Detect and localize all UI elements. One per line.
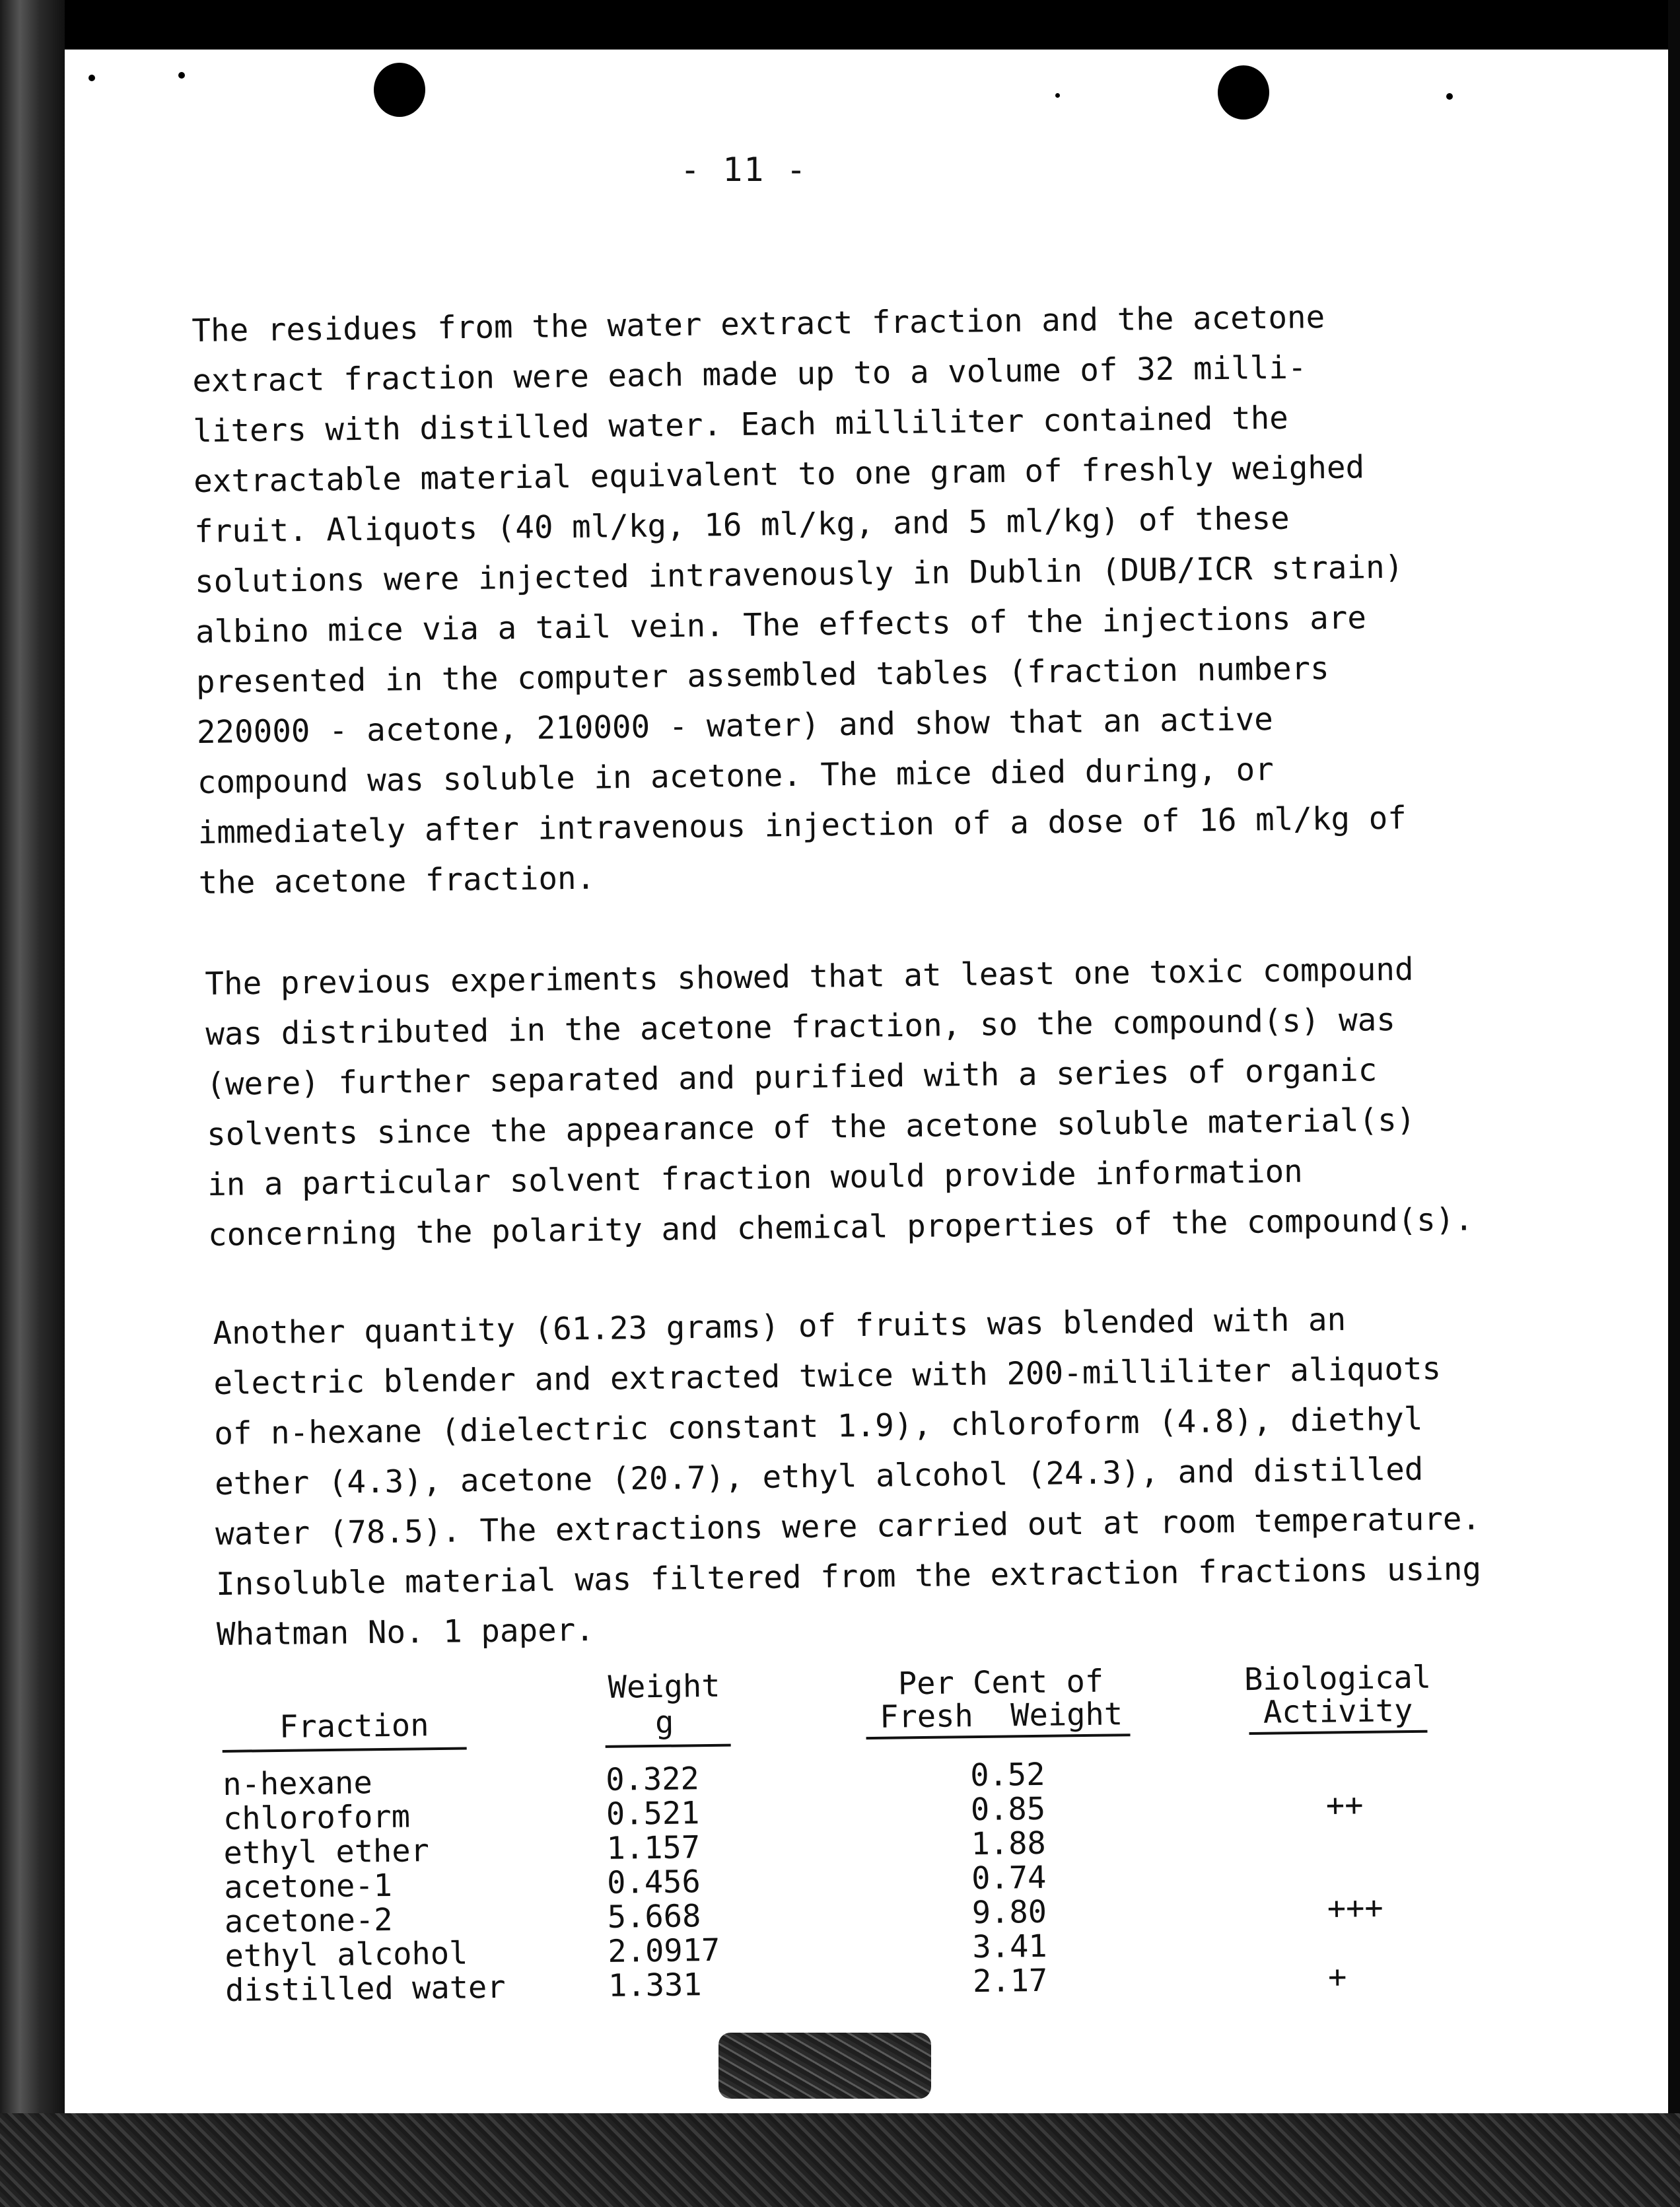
- paragraph-2: [205, 944, 1473, 1261]
- text-line: in a particular solvent fraction would provide information: [207, 1153, 1304, 1203]
- table-cell-percent: 0.52: [969, 1756, 1045, 1794]
- header-activity-sub: Activity: [1263, 1692, 1413, 1731]
- table-cell-percent: 9.80: [971, 1893, 1047, 1932]
- header-underline: [1249, 1730, 1427, 1735]
- dust-speck: [1446, 93, 1453, 100]
- table-cell-fraction: chloroform: [223, 1798, 411, 1837]
- header-percent: Per Cent of: [897, 1663, 1104, 1702]
- text-line: presented in the computer assembled tables (fraction numbers: [195, 650, 1330, 701]
- table-cell-weight: 5.668: [607, 1898, 701, 1936]
- punch-hole-right: [1218, 65, 1269, 120]
- text-line: solvents since the appearance of the acetone soluble material(s): [206, 1102, 1416, 1153]
- text-line: 220000 - acetone, 210000 - water) and show that an active: [196, 701, 1274, 751]
- text-line: albino mice via a tail vein. The effects of the injections are: [195, 600, 1367, 650]
- table-cell-percent: 1.88: [971, 1825, 1047, 1863]
- paragraph-3: [213, 1294, 1482, 1660]
- text-line: extract fraction were each made up to a volume of 32 milli-: [192, 349, 1307, 400]
- text-line: water (78.5). The extractions were carried out at room temperature.: [215, 1500, 1481, 1553]
- text-line: The residues from the water extract fraction and the acetone: [192, 299, 1325, 349]
- dust-speck: [1055, 93, 1060, 98]
- text-line: liters with distilled water. Each milliliter contained the: [192, 400, 1289, 450]
- text-line: Insoluble material was filtered from the extraction fractions using: [215, 1551, 1482, 1603]
- table-cell-percent: 2.17: [972, 1962, 1048, 2000]
- table-cell-percent: 0.85: [970, 1790, 1046, 1829]
- table-cell-activity: ++: [1325, 1786, 1364, 1824]
- table-cell-weight: 1.331: [608, 1967, 702, 2004]
- table-cell-fraction: ethyl ether: [223, 1833, 430, 1872]
- table-cell-activity: +: [1327, 1959, 1347, 1996]
- table-cell-weight: 1.157: [606, 1829, 701, 1867]
- table-cell-weight: 0.456: [606, 1864, 701, 1901]
- header-activity: Biological: [1243, 1659, 1432, 1699]
- scan-border-top: [0, 0, 1680, 50]
- text-line: immediately after intravenous injection of a dose of 16 ml/kg of: [197, 800, 1407, 851]
- table-cell-percent: 0.74: [971, 1859, 1047, 1897]
- dust-speck: [88, 75, 95, 81]
- table-cell-fraction: n-hexane: [223, 1765, 373, 1803]
- header-underline: [606, 1744, 731, 1748]
- redaction-stamp: [718, 2033, 931, 2099]
- text-line: The previous experiments showed that at least one toxic compound: [205, 951, 1414, 1002]
- header-weight-unit: g: [654, 1704, 674, 1741]
- text-line: extractable material equivalent to one gram of freshly weighed: [193, 449, 1365, 500]
- text-line: ether (4.3), acetone (20.7), ethyl alcohol (24.3), and distilled: [214, 1451, 1424, 1502]
- table-cell-fraction: ethyl alcohol: [225, 1935, 468, 1975]
- scan-border-left: [0, 0, 65, 2207]
- text-line: Whatman No. 1 paper.: [216, 1611, 595, 1653]
- scan-border-bottom: [0, 2113, 1680, 2207]
- header-underline: [223, 1747, 467, 1753]
- table-cell-percent: 3.41: [972, 1928, 1047, 1966]
- page-number: - 11 -: [680, 151, 808, 189]
- text-line: of n-hexane (dielectric constant 1.9), chloroform (4.8), diethyl: [213, 1401, 1423, 1452]
- table-cell-fraction: acetone-1: [223, 1867, 393, 1906]
- table-cell-weight: 0.322: [605, 1761, 700, 1798]
- table-cell-activity: +++: [1327, 1889, 1383, 1927]
- paragraph-1: [192, 292, 1407, 909]
- scan-border-right: [1668, 0, 1680, 2207]
- text-line: electric blender and extracted twice with 200-milliliter aliquots: [213, 1350, 1442, 1402]
- text-line: Another quantity (61.23 grams) of fruits was blended with an: [213, 1302, 1347, 1352]
- table-cell-fraction: acetone-2: [224, 1901, 393, 1940]
- text-line: compound was soluble in acetone. The mice died during, or: [197, 752, 1275, 801]
- header-weight: Weight: [608, 1667, 720, 1706]
- text-line: was distributed in the acetone fraction, so the compound(s) was: [205, 1001, 1396, 1053]
- table-cell-weight: 2.0917: [608, 1932, 720, 1970]
- text-line: the acetone fraction.: [198, 860, 596, 901]
- punch-hole-left: [374, 63, 425, 117]
- header-fraction: Fraction: [279, 1707, 429, 1745]
- text-line: concerning the polarity and chemical properties of the compound(s).: [207, 1201, 1474, 1253]
- table-cell-weight: 0.521: [606, 1795, 700, 1833]
- table-cell-fraction: distilled water: [225, 1969, 506, 2009]
- text-line: fruit. Aliquots (40 ml/kg, 16 ml/kg, and 5 ml/kg) of these: [193, 500, 1290, 550]
- dust-speck: [178, 72, 185, 79]
- text-line: solutions were injected intravenously in Dublin (DUB/ICR strain): [194, 549, 1404, 600]
- header-percent-sub: Fresh Weight: [879, 1696, 1123, 1735]
- fraction-table: [221, 1642, 1480, 2009]
- text-line: (were) further separated and purified with a series of organic: [205, 1052, 1378, 1103]
